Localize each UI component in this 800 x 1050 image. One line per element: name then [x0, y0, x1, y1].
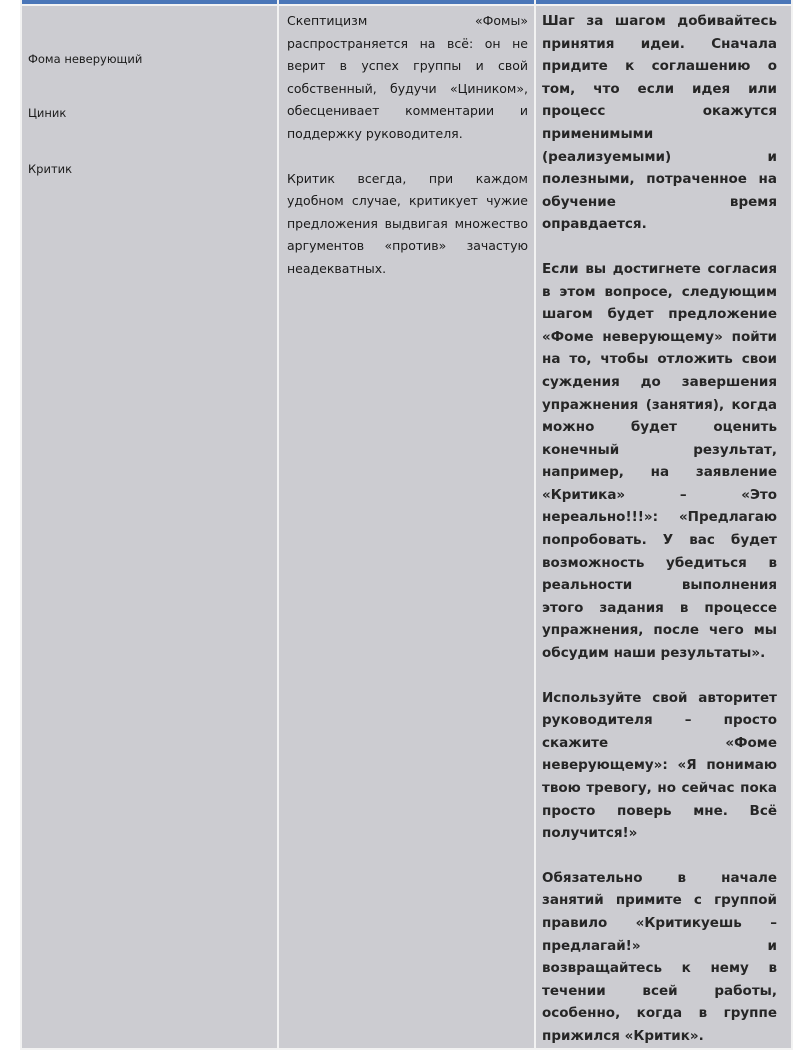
role-critic: Критик	[28, 162, 73, 176]
table-row	[21, 5, 792, 1049]
recommendation-cell	[535, 5, 792, 1049]
description-critic: Критик всегда, при каждом удобном случае, критикует чужие предложения выдвигая множество аргументов «против» зачастую неадекватных.	[287, 170, 528, 276]
role-foma: Фома неверующий	[28, 52, 143, 66]
recommendation-paragraph: Шаг за шагом добивайтесь принятия идеи. Сначала придите к соглашению о том, что если идея или процесс окажутся применимыми (реализуемыми) и полезными, потраченное на обучение время оправдается.	[542, 13, 777, 233]
role-cynic: Циник	[28, 106, 67, 120]
recommendation-paragraph: Используйте свой авторитет руководителя – просто скажите «Фоме неверующему»: «Я понимаю твою тревогу, но сейчас пока просто поверь мне. Всё получится!»	[542, 689, 777, 842]
recommendation-paragraph: Если вы достигнете согласия в этом вопросе, следующим шагом будет предложение «Фоме неверующему» пойти на то, чтобы отложить свои суждения до завершения упражнения (занятия), когда можно будет оценить конечный результат, например, на заявление «Критика» – «Это нереально!!!»: «Предлагаю попробовать. У вас будет возможность убедиться в реальности выполнения этого задания в процессе упражнения, после чего мы обсудим наши результаты».	[542, 260, 777, 662]
slide	[20, 0, 793, 1044]
description-foma-cynic: Скептицизм «Фомы» распространяется на всё: он не верит в успех группы и свой собственный, будучи «Циником», обесценивает комментарии и поддержку руководителя.	[287, 13, 528, 141]
recommendation-paragraph: Обязательно в начале занятий примите с группой правило «Критикуешь – предлагай!» и возвращайтесь к нему в течении всей работы, особенно, когда в группе прижился «Критик».	[542, 869, 777, 1044]
roles-table	[20, 0, 793, 1050]
description-cell	[278, 5, 535, 1049]
roles-cell	[21, 5, 278, 1049]
